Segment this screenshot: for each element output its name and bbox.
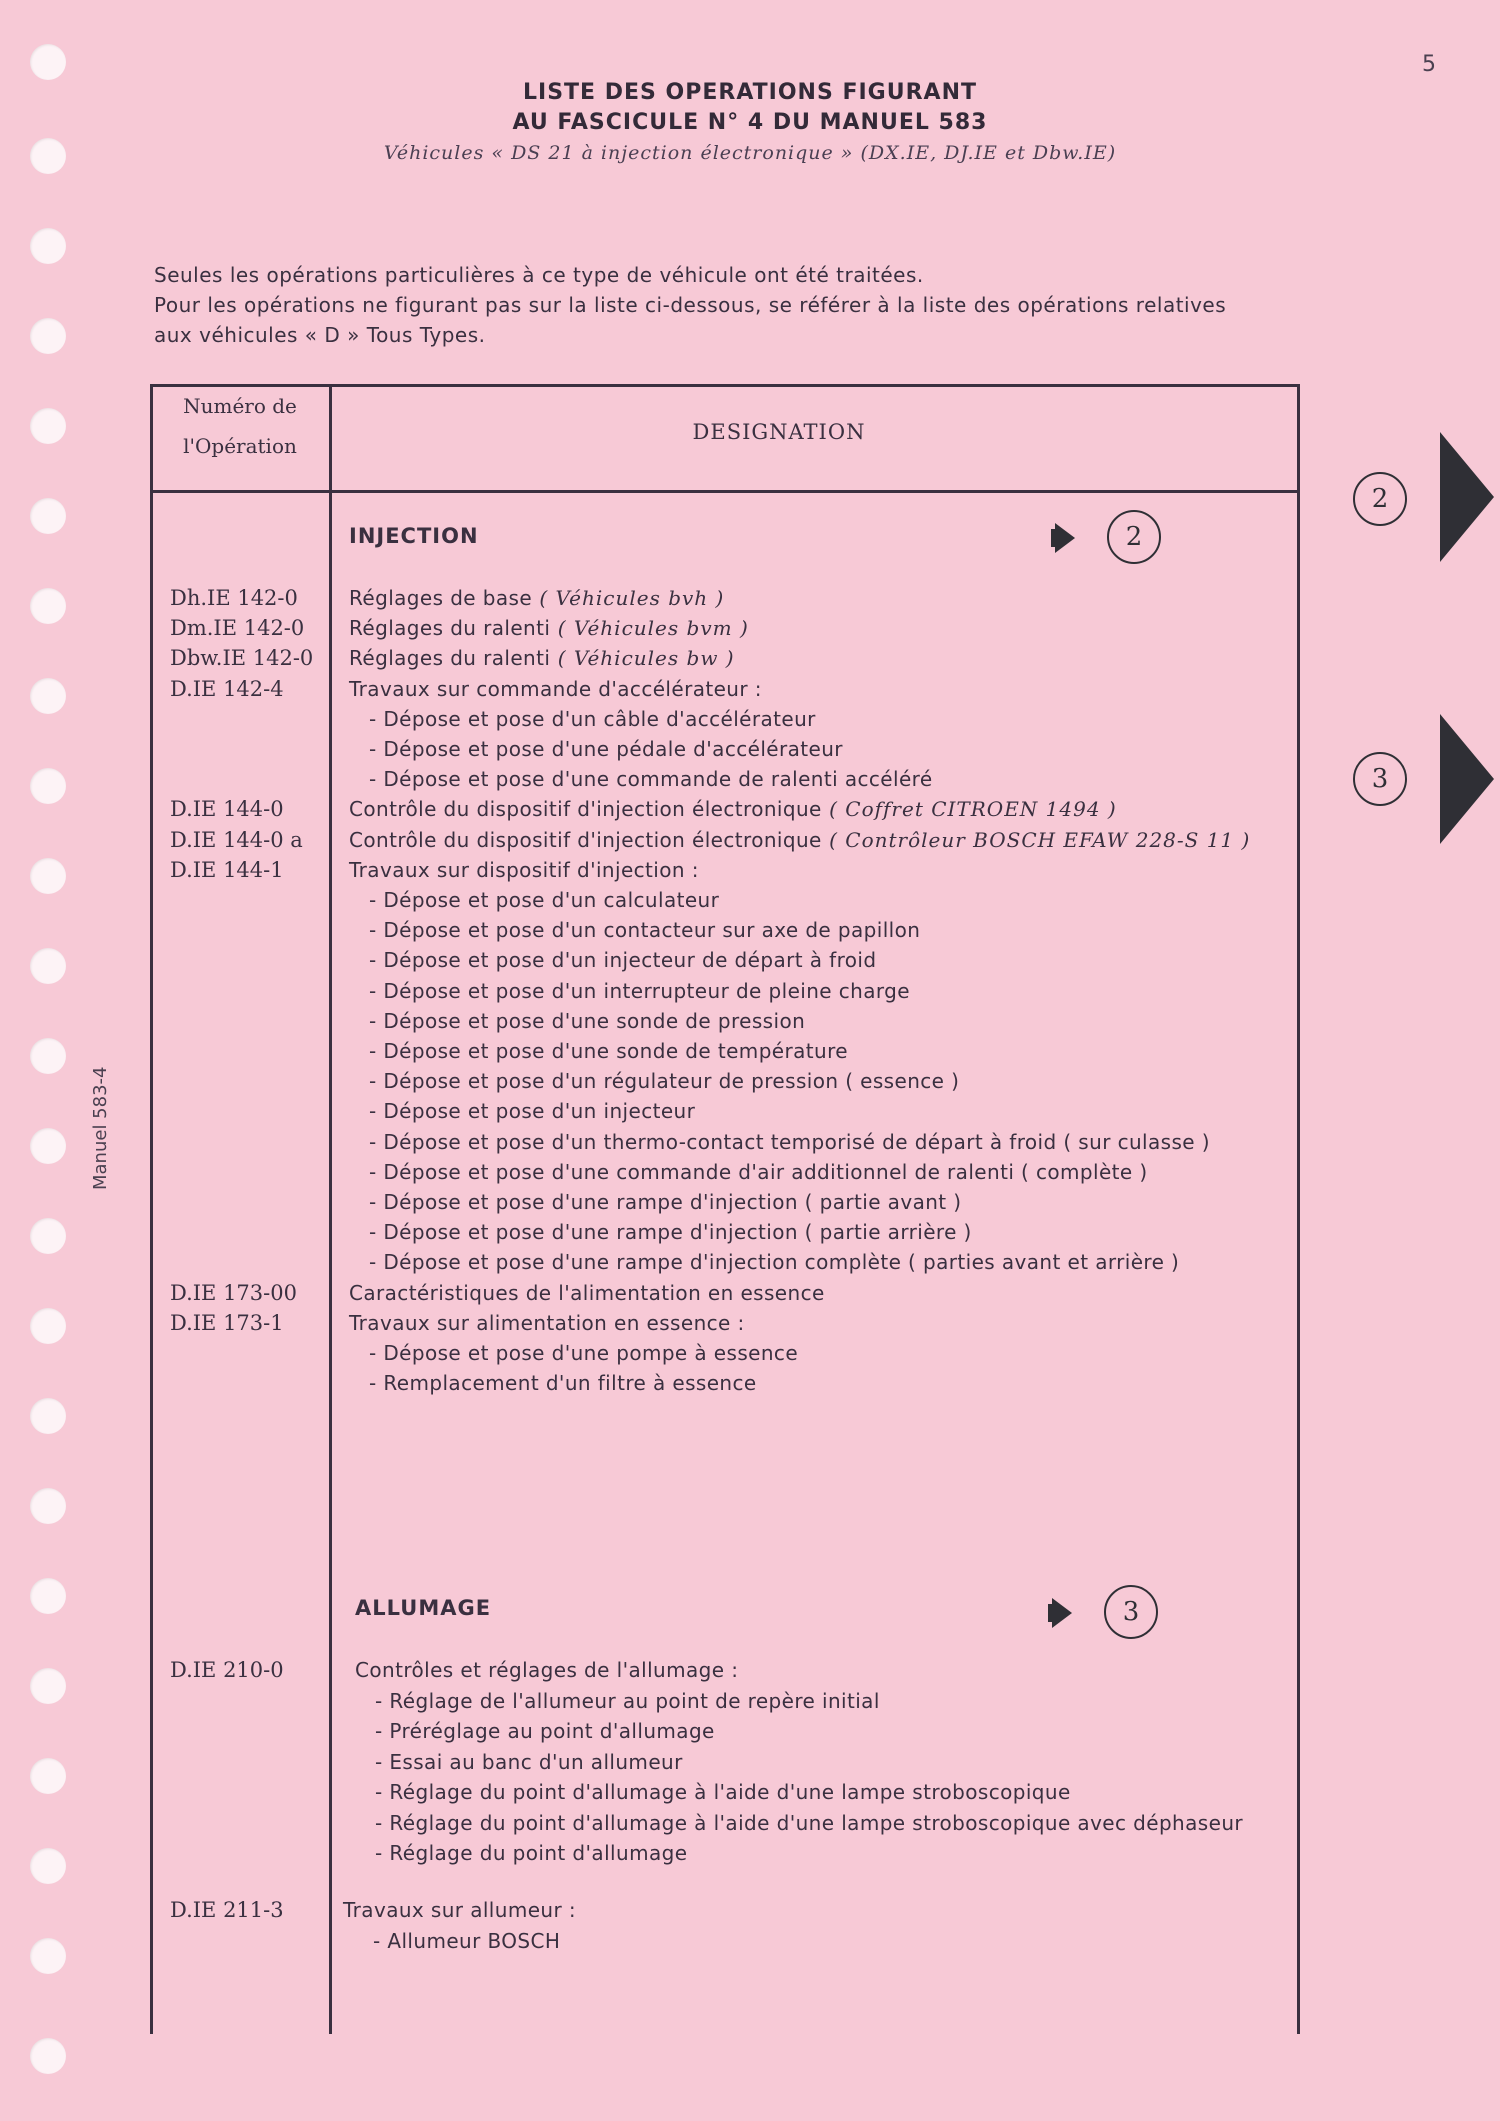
designation-text: - Préréglage au point d'allumage bbox=[375, 1719, 715, 1743]
table-row bbox=[0, 1780, 1500, 1810]
designation-text: Contrôles et réglages de l'allumage : bbox=[355, 1658, 739, 1682]
table-row bbox=[0, 1220, 1500, 1250]
operation-designation bbox=[375, 1689, 880, 1713]
table-row bbox=[0, 918, 1500, 948]
operation-designation bbox=[369, 767, 933, 791]
operation-designation bbox=[369, 888, 719, 912]
designation-text: - Réglage du point d'allumage à l'aide d'une lampe stroboscopique avec déphaseur bbox=[375, 1810, 1244, 1835]
table-row bbox=[0, 1099, 1500, 1129]
designation-text: - Dépose et pose d'un contacteur sur axe de papillon bbox=[369, 918, 921, 943]
operation-designation bbox=[369, 979, 910, 1003]
designation-text: - Dépose et pose d'une sonde de température bbox=[369, 1039, 848, 1063]
designation-text: Contrôle du dispositif d'injection électronique bbox=[349, 797, 822, 822]
table-row bbox=[0, 1009, 1500, 1039]
table-row bbox=[0, 948, 1500, 978]
operation-code: D.IE 144-0 bbox=[170, 797, 284, 822]
designation-text: Travaux sur alimentation en essence : bbox=[349, 1310, 745, 1335]
table-row bbox=[0, 737, 1500, 767]
designation-text: - Essai au banc d'un allumeur bbox=[375, 1749, 683, 1774]
operation-code: Dm.IE 142-0 bbox=[170, 616, 305, 641]
operation-designation bbox=[349, 646, 735, 670]
designation-text: - Réglage du point d'allumage bbox=[375, 1841, 688, 1865]
operation-designation bbox=[349, 1281, 825, 1305]
page-title-line-1: LISTE DES OPERATIONS FIGURANT bbox=[523, 80, 977, 105]
designation-text: - Dépose et pose d'un câble d'accélérateur bbox=[369, 706, 816, 731]
designation-text: - Dépose et pose d'une commande d'air additionnel de ralenti ( complète ) bbox=[369, 1159, 1148, 1184]
operation-designation bbox=[375, 1750, 683, 1774]
operation-designation bbox=[349, 797, 1117, 821]
designation-text: Réglages du ralenti bbox=[349, 616, 551, 641]
operation-designation bbox=[375, 1719, 715, 1743]
operation-designation bbox=[369, 1371, 757, 1395]
designation-text: - Dépose et pose d'une commande de ralenti accéléré bbox=[369, 767, 933, 792]
header-op-line-2: l'Opération bbox=[183, 434, 297, 458]
designation-text: - Dépose et pose d'un thermo-contact temporisé de départ à froid ( sur culasse ) bbox=[369, 1129, 1210, 1154]
operation-code: D.IE 144-0 a bbox=[170, 827, 303, 852]
operation-designation bbox=[369, 1250, 1179, 1274]
table-row bbox=[0, 858, 1500, 888]
table-row bbox=[0, 1750, 1500, 1780]
operation-designation bbox=[375, 1841, 687, 1865]
operation-designation bbox=[369, 948, 876, 972]
designation-text: Réglages de base bbox=[349, 586, 533, 610]
operation-designation bbox=[373, 1929, 560, 1953]
table-row bbox=[0, 616, 1500, 646]
operation-designation bbox=[369, 1341, 798, 1365]
table-row bbox=[0, 888, 1500, 918]
designation-text: Caractéristiques de l'alimentation en essence bbox=[349, 1280, 825, 1305]
table-row bbox=[0, 677, 1500, 707]
operation-designation bbox=[369, 737, 843, 761]
edge-arrow-icon bbox=[1440, 432, 1494, 562]
designation-text: Travaux sur dispositif d'injection : bbox=[349, 857, 699, 882]
operation-code: D.IE 210-0 bbox=[170, 1658, 284, 1682]
operation-designation bbox=[349, 828, 1250, 852]
operation-code: D.IE 211-3 bbox=[170, 1898, 284, 1922]
table-row bbox=[0, 1371, 1500, 1401]
operation-designation bbox=[375, 1811, 1243, 1835]
designation-text: - Dépose et pose d'une pompe à essence bbox=[369, 1341, 799, 1365]
page-number: 5 bbox=[1422, 52, 1436, 77]
header-designation: DESIGNATION bbox=[692, 420, 866, 444]
table-row bbox=[0, 1898, 1500, 1928]
designation-note: ( Contrôleur BOSCH EFAW 228-S 11 ) bbox=[821, 827, 1251, 852]
operation-designation bbox=[349, 586, 724, 610]
table-row bbox=[0, 1841, 1500, 1871]
table-row bbox=[0, 707, 1500, 737]
designation-text: - Remplacement d'un filtre à essence bbox=[369, 1371, 757, 1396]
designation-text: Réglages du ralenti bbox=[349, 646, 551, 671]
table-row bbox=[0, 797, 1500, 827]
table-row bbox=[0, 1341, 1500, 1371]
designation-note: ( Véhicules bw ) bbox=[550, 646, 735, 671]
header-op-line-1: Numéro de bbox=[183, 394, 297, 418]
intro-line-1: Seules les opérations particulières à ce type de véhicule ont été traitées. bbox=[154, 263, 924, 287]
designation-text: - Dépose et pose d'une rampe d'injection ( partie avant ) bbox=[369, 1190, 962, 1214]
designation-text: - Dépose et pose d'une rampe d'injection ( partie arrière ) bbox=[369, 1220, 972, 1245]
designation-text: - Allumeur BOSCH bbox=[373, 1928, 561, 1953]
operation-code: D.IE 173-1 bbox=[170, 1310, 284, 1335]
operation-code: Dbw.IE 142-0 bbox=[170, 646, 314, 671]
table-row bbox=[0, 1658, 1500, 1688]
edge-arrow-icon bbox=[1440, 714, 1494, 844]
intro-line-3: aux véhicules « D » Tous Types. bbox=[154, 323, 486, 347]
operation-designation bbox=[355, 1658, 738, 1682]
page-title-line-2: AU FASCICULE N° 4 DU MANUEL 583 bbox=[512, 110, 988, 135]
table-row bbox=[0, 1039, 1500, 1069]
designation-text: - Dépose et pose d'une sonde de pression bbox=[369, 1008, 806, 1033]
designation-text: - Dépose et pose d'un interrupteur de pleine charge bbox=[369, 978, 910, 1003]
circled-number-icon: 2 bbox=[1107, 510, 1161, 564]
circled-number-icon: 3 bbox=[1104, 1585, 1158, 1639]
intro-line-2: Pour les opérations ne figurant pas sur la liste ci-dessous, se référer à la liste des opérations relatives bbox=[154, 293, 1227, 317]
table-row bbox=[0, 1130, 1500, 1160]
operation-designation bbox=[369, 1130, 1210, 1154]
operation-designation bbox=[369, 1069, 959, 1093]
operation-designation bbox=[369, 1220, 972, 1244]
table-row bbox=[0, 1190, 1500, 1220]
section-title-injection: INJECTION bbox=[349, 524, 479, 548]
designation-text: - Dépose et pose d'un calculateur bbox=[369, 888, 720, 912]
operation-designation bbox=[349, 858, 699, 882]
circled-number-icon: 2 bbox=[1353, 472, 1407, 526]
operation-code: D.IE 142-4 bbox=[170, 676, 284, 701]
table-row bbox=[0, 1719, 1500, 1749]
designation-text: - Dépose et pose d'une pédale d'accélérateur bbox=[369, 737, 843, 761]
table-row bbox=[0, 979, 1500, 1009]
designation-text: - Dépose et pose d'une rampe d'injection complète ( parties avant et arrière ) bbox=[369, 1250, 1180, 1275]
operation-designation bbox=[369, 1099, 695, 1123]
designation-text: Travaux sur allumeur : bbox=[343, 1898, 577, 1922]
allumage-marker bbox=[1052, 1585, 1162, 1635]
operation-designation bbox=[343, 1898, 576, 1922]
operation-designation bbox=[369, 1009, 805, 1033]
section-title-allumage: ALLUMAGE bbox=[355, 1596, 492, 1620]
designation-text: - Dépose et pose d'un injecteur de départ à froid bbox=[369, 948, 877, 973]
circled-number-icon: 3 bbox=[1353, 752, 1407, 806]
table-row bbox=[0, 1250, 1500, 1280]
table-row bbox=[0, 586, 1500, 616]
pointer-arrow-icon bbox=[1055, 523, 1075, 553]
table-row bbox=[0, 1929, 1500, 1959]
table-row bbox=[0, 1689, 1500, 1719]
designation-text: - Dépose et pose d'un injecteur bbox=[369, 1099, 696, 1124]
table-row bbox=[0, 1811, 1500, 1841]
operation-designation bbox=[349, 616, 749, 640]
header-operation-number bbox=[150, 386, 330, 466]
designation-note: ( Véhicules bvh ) bbox=[532, 586, 725, 610]
operation-designation bbox=[349, 1311, 745, 1335]
designation-note: ( Coffret CITROEN 1494 ) bbox=[821, 797, 1117, 822]
table-row bbox=[0, 828, 1500, 858]
operation-designation bbox=[369, 1039, 848, 1063]
operation-code: D.IE 144-1 bbox=[170, 857, 284, 882]
table-row bbox=[0, 1281, 1500, 1311]
operation-designation bbox=[369, 1160, 1148, 1184]
operation-designation bbox=[369, 707, 816, 731]
operation-designation bbox=[369, 918, 920, 942]
operation-designation bbox=[375, 1780, 1071, 1804]
side-manual-label: Manuel 583-4 bbox=[90, 1066, 111, 1190]
injection-marker bbox=[1055, 510, 1165, 560]
operation-designation bbox=[349, 677, 762, 701]
page-subtitle: Véhicules « DS 21 à injection électronique » (DX.IE, DJ.IE et Dbw.IE) bbox=[383, 142, 1117, 164]
designation-text: - Réglage du point d'allumage à l'aide d'une lampe stroboscopique bbox=[375, 1780, 1071, 1804]
table-row bbox=[0, 1069, 1500, 1099]
designation-text: - Réglage de l'allumeur au point de repère initial bbox=[375, 1688, 880, 1713]
operation-code: D.IE 173-00 bbox=[170, 1280, 297, 1305]
table-row bbox=[0, 1311, 1500, 1341]
table-row bbox=[0, 646, 1500, 676]
designation-text: - Dépose et pose d'un régulateur de pression ( essence ) bbox=[369, 1069, 960, 1094]
designation-text: Travaux sur commande d'accélérateur : bbox=[349, 676, 762, 701]
operation-designation bbox=[369, 1190, 962, 1214]
table-row bbox=[0, 1160, 1500, 1190]
designation-text: Contrôle du dispositif d'injection électronique bbox=[349, 827, 822, 852]
table-row bbox=[0, 767, 1500, 797]
pointer-arrow-icon bbox=[1052, 1598, 1072, 1628]
operation-code: Dh.IE 142-0 bbox=[170, 586, 298, 610]
designation-note: ( Véhicules bvm ) bbox=[550, 616, 749, 641]
